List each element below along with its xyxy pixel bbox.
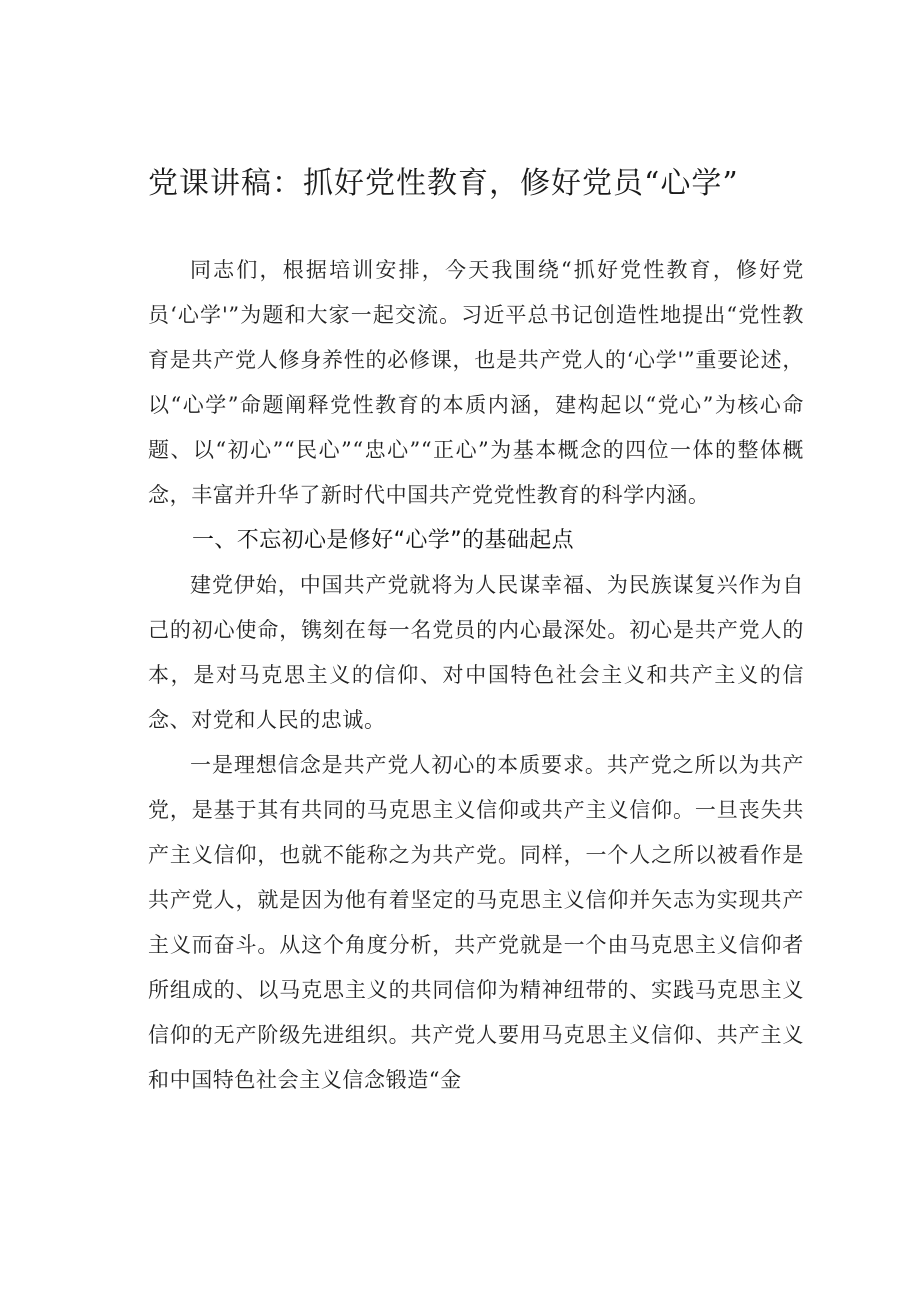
- section-paragraph-1: 建党伊始，中国共产党就将为人民谋幸福、为民族谋复兴作为自己的初心使命，镌刻在每一名党员的内心最深处。初心是共产党人的本，是对马克思主义的信仰、对中国特色社会主义和共产主义的信念、对党和人民的忠诚。: [148, 573, 804, 732]
- document-body: [148, 248, 804, 1103]
- section-paragraph-2: 一是理想信念是共产党人初心的本质要求。共产党之所以为共产党，是基于其有共同的马克思主义信仰或共产主义信仰。一旦丧失共产主义信仰，也就不能称之为共产党。同样，一个人之所以被看作是共产党人，就是因为他有着坚定的马克思主义信仰并矢志为实现共产主义而奋斗。从这个角度分析，共产党就是一个由马克思主义信仰者所组成的、以马克思主义的共同信仰为精神纽带的、实践马克思主义信仰的无产阶级先进组织。共产党人要用马克思主义信仰、共产主义和中国特色社会主义信念锻造“金: [148, 753, 804, 1092]
- intro-paragraph: 同志们，根据培训安排，今天我围绕“抓好党性教育，修好党员‘心学'”为题和大家一起交流。习近平总书记创造性地提出“党性教育是共产党人修身养性的必修课，也是共产党人的‘心学'”重要论述，以“心学”命题阐释党性教育的本质内涵，建构起以“党心”为核心命题、以“初心”“民心”“忠心”“正心”为基本概念的四位一体的整体概念，丰富并升华了新时代中国共产党党性教育的科学内涵。: [148, 258, 804, 507]
- section-heading: 一、不忘初心是修好“心学”的基础起点: [192, 528, 574, 553]
- document-title: 党课讲稿：抓好党性教育，修好党员“心学”: [148, 166, 739, 201]
